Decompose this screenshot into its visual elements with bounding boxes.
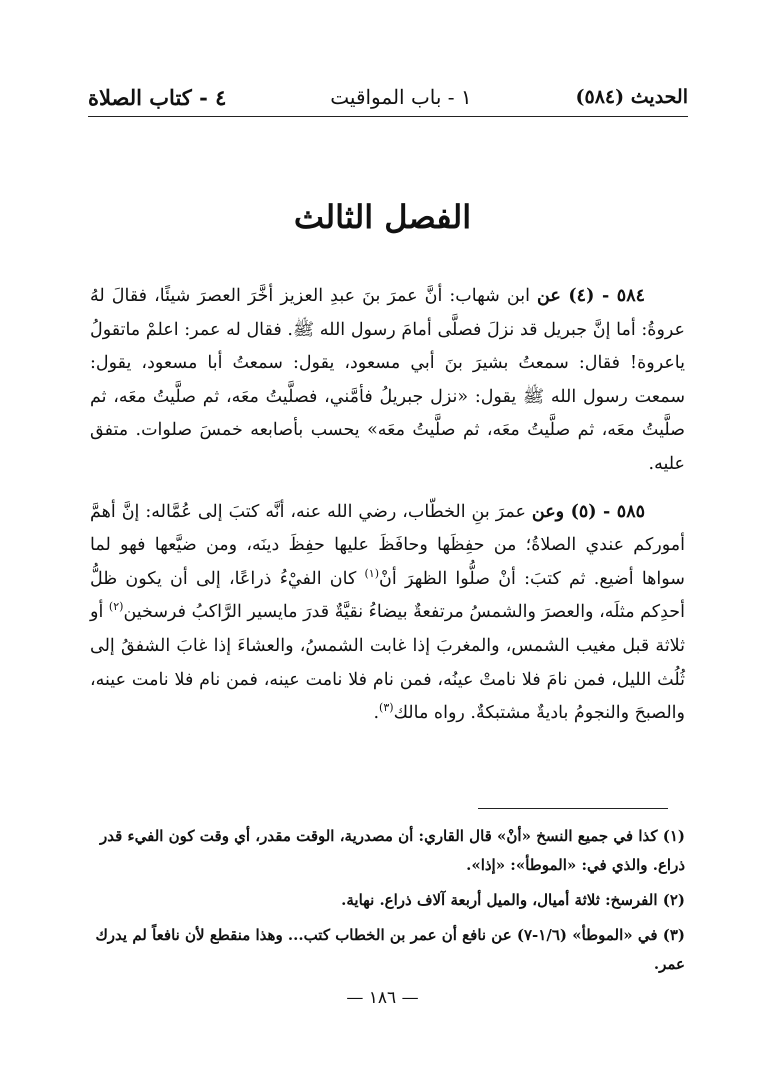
hadith-text-part: عمرَ بنِ الخطّاب، رضي الله عنه، أنَّه كتبَ إلى عُمَّاله: إنَّ أهمَّ أموركم عندي الصلاةُ؛ من حفِظَها وحافَظَ عليها حفِظَ دينَه، ومن ضيَّعها فهو لما سواها أضيع. ثم كتبَ: أنْ صلُّوا الظهرَ أنْ	[90, 501, 685, 589]
footnote-2: (٢) الفرسخ: ثلاثة أميال، والميل أربعة آلاف ذراع. نهاية.	[341, 891, 685, 909]
footnote-marker-1: (١)	[364, 566, 380, 580]
hadith-text-part: أو ثلاثة قبل مغيب الشمس، والمغربَ إذا غابت الشمسُ، والعشاءَ إذا غابَ الشفقُ إلى ثُلُث الليل، فمن نامَ فلا نامتْ عينُه، فمن نام فلا نامت عينه، فمن نام فلا نامت عينه، والصبحَ والنجومُ باديةٌ مشتبكةٌ. رواه مالك	[90, 602, 685, 724]
footnote-1: (١) كذا في جميع النسخ «أنْ» قال القاري: أن مصدرية، الوقت مقدر، أي وقت كون الفيء قدر ذراع. والذي في: «الموطأ»: «إذا».	[100, 827, 685, 874]
hadith-text-part: كان الفيْءُ ذراعًا، إلى أن يكون ظلُّ أحدِكم مثلَه، والعصرَ والشمسُ مرتفعةٌ بيضاءُ نقيَّةٌ قدرَ مايسير الرَّاكبُ فرسخين	[90, 568, 685, 623]
header-book-title: ٤ - كتاب الصلاة	[88, 84, 227, 110]
footnote-divider	[478, 808, 668, 809]
running-header	[88, 80, 688, 114]
footnote-marker-2: (٢)	[108, 600, 124, 614]
page-number: — ١٨٦ —	[346, 988, 419, 1008]
hadith-text-end: .	[373, 703, 380, 724]
header-chapter-title: ١ - باب المواقيت	[330, 85, 472, 109]
body-text	[90, 280, 685, 745]
hadith-number: ٥٨٥ - (٥) وعن	[531, 501, 645, 522]
footnote-3: (٣) في «الموطأ» (١/٦-٧) عن نافع أن عمر بن الخطاب كتب... وهذا منقطع لأن نافعاً لم يدرك عمر.	[95, 926, 685, 973]
header-divider	[88, 116, 688, 117]
footnote-marker-3: (٣)	[379, 701, 394, 715]
section-title: الفصل الثالث	[293, 198, 472, 236]
hadith-584	[90, 280, 685, 482]
header-hadith-reference: الحديث (٥٨٤)	[575, 86, 688, 108]
footnotes	[90, 822, 685, 985]
hadith-text: ابن شهاب: أنَّ عمرَ بنَ عبدِ العزيز أخَّرَ العصرَ شيئًا، فقالَ لهُ عروةُ: أما إنَّ جبريل قد نزلَ فصلَّى أمامَ رسول الله ﷺ. فقال له عمر: اعلمْ ماتقولُ ياعروة! فقال: سمعتُ بشيرَ بنَ أبي مسعود، يقول: سمعتُ أبا مسعود، يقول: سمعت رسول الله ﷺ يقول: «نزل جبريلُ فأمَّني، فصلَّيتُ معَه، ثم صلَّيتُ معَه، ثم صلَّيتُ معَه، ثم صلَّيتُ معَه، ثم صلَّيتُ معَه» يحسب بأصابعه خمسَ صلوات. متفق عليه.	[90, 286, 685, 474]
hadith-585	[90, 496, 685, 731]
hadith-number: ٥٨٤ - (٤) عن	[537, 286, 645, 306]
